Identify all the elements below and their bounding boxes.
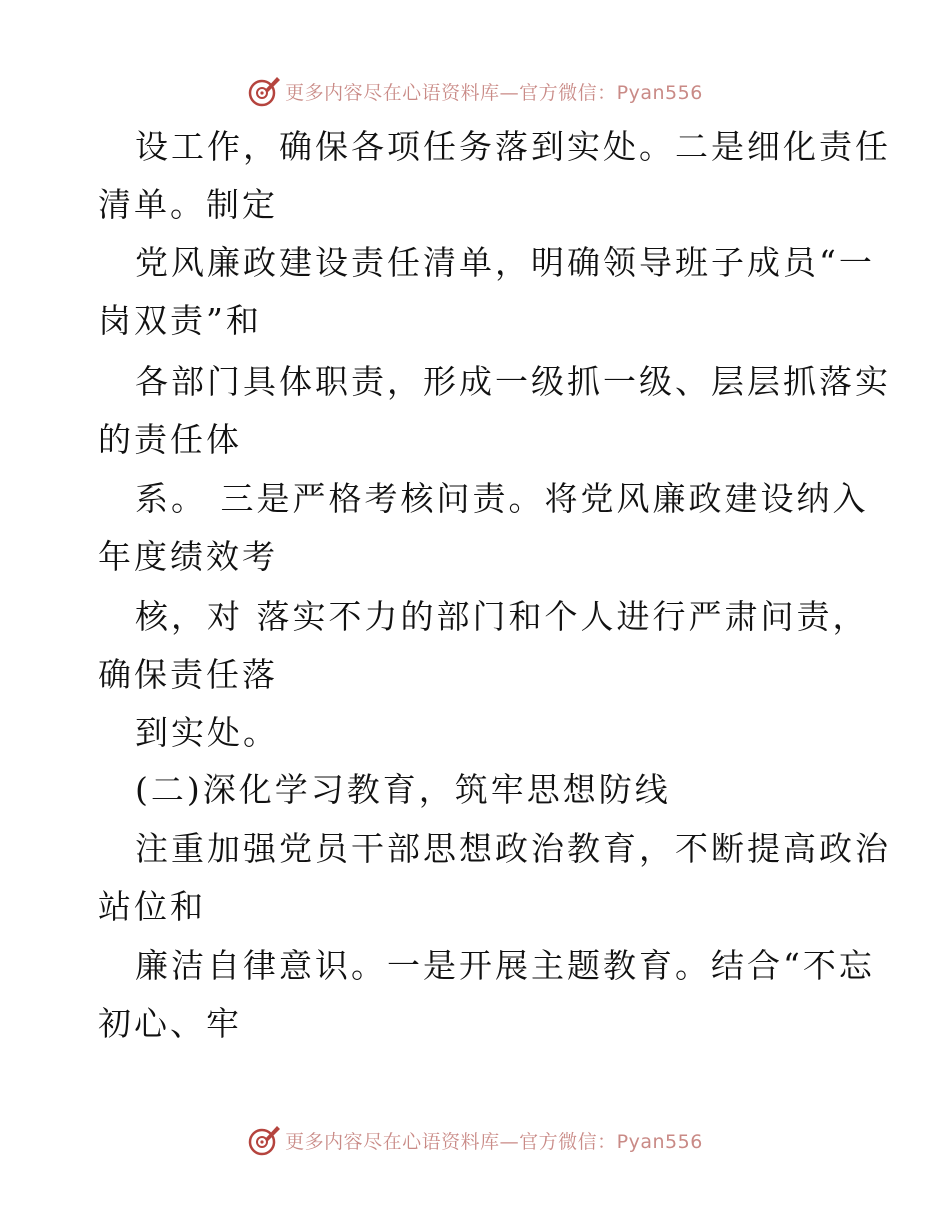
body-line: 注重加强党员干部思想政治教育，不断提高政治 <box>135 829 891 868</box>
header-wechat-id: Pyan556 <box>616 81 703 104</box>
body-line: 岗双责”和 <box>98 301 262 340</box>
body-line: 党风廉政建设责任清单，明确领导班子成员“一 <box>135 243 875 282</box>
body-line: 设工作，确保各项任务落到实处。二是细化责任 <box>135 127 891 166</box>
body-line: 各部门具体职责，形成一级抓一级、层层抓落实 <box>135 362 891 401</box>
body-line: 核，对 落实不力的部门和个人进行严肃问责， <box>135 597 869 636</box>
footer-watermark-banner <box>0 1120 950 1160</box>
body-line: 系。 三是严格考核问责。将党风廉政建设纳入 <box>135 479 869 518</box>
body-line: 站位和 <box>98 887 206 926</box>
body-line: 的责任体 <box>98 420 242 459</box>
body-line: 确保责任落 <box>98 655 278 694</box>
pen-nib-logo-icon <box>247 1123 281 1157</box>
footer-banner-label: 更多内容尽在心语资料库—官方微信： <box>285 1130 617 1153</box>
body-line: 清单。制定 <box>98 185 278 224</box>
body-line: 年度绩效考 <box>98 537 278 576</box>
section-heading: (二)深化学习教育，筑牢思想防线 <box>135 770 671 809</box>
footer-wechat-id: Pyan556 <box>616 1130 703 1153</box>
body-line: 到实处。 <box>135 713 279 752</box>
body-line: 初心、牢 <box>98 1004 242 1043</box>
body-line: 廉洁自律意识。一是开展主题教育。结合“不忘 <box>135 946 875 985</box>
header-banner-label: 更多内容尽在心语资料库—官方微信： <box>285 81 617 104</box>
footer-banner-text <box>285 1127 703 1154</box>
